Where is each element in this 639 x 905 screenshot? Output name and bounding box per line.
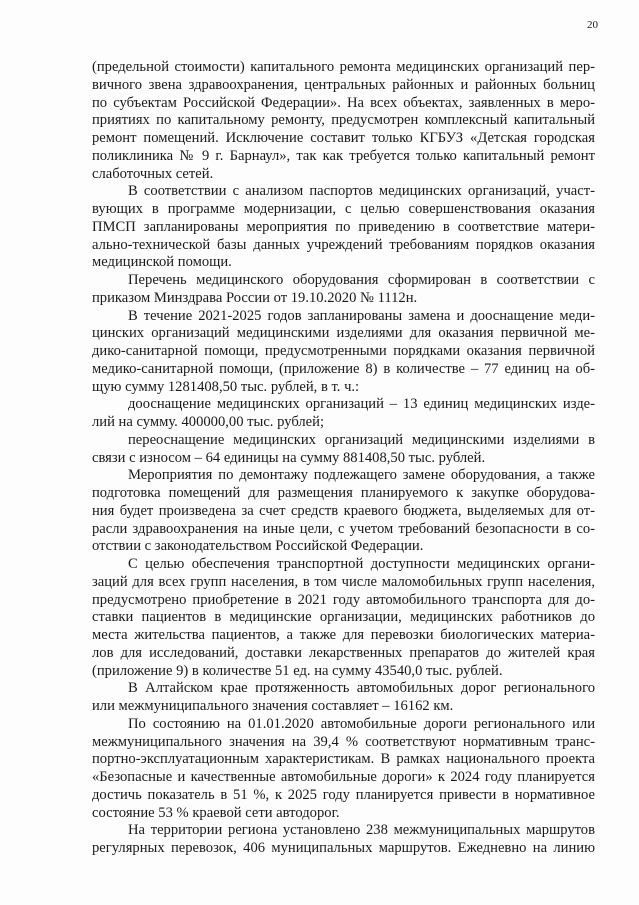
text-line: дооснащение медицинских организаций – 13 единиц медицинских изде-: [128, 396, 595, 413]
text-line: Перечень медицинского оборудования сформирован в соответствии с: [128, 272, 595, 288]
text-line: регулярных перевозок, 406 муниципальных маршрутов. Ежедневно на линию: [92, 840, 595, 856]
text-line: По состоянию на 01.01.2020 автомобильные дороги регионального или: [128, 715, 595, 732]
text-line: В течение 2021-2025 годов запланированы замена и дооснащение меди-: [128, 307, 595, 324]
text-line: поликлиника № 9 г. Барнаул», так как требуется только капитальный ремонт: [92, 147, 595, 164]
text-line: портно-эксплуатационным характеристикам. В рамках национального проекта: [92, 751, 595, 768]
text-line: В Алтайском крае протяженность автомобильных дорог регионального: [128, 680, 595, 697]
text-line: (приложение 9) в количестве 51 ед. на сумму 43540,0 тыс. рублей.: [92, 662, 503, 679]
text-line: или межмуниципального значения составляет – 16162 км.: [92, 698, 454, 714]
text-line: ния будет произведена за счет средств краевого бюджета, выделяемых для от-: [92, 502, 595, 519]
text-line: приятиях по капитальному ремонту, предусмотрен комплексный капитальный: [92, 112, 595, 129]
text-line: щую сумму 1281408,50 тыс. рублей, в т. ч.:: [92, 378, 360, 395]
text-line: достичь показатель в 51 %, к 2025 году планируется привести в нормативное: [92, 786, 595, 803]
text-line: лов для исследований, доставки лекарственных препаратов до жителей края: [92, 644, 595, 661]
text-line: цинских организаций медицинскими изделиями для оказания первичной ме-: [92, 325, 595, 342]
text-line: ально-технической базы данных учреждений требованиям порядков оказания: [92, 236, 595, 253]
text-line: Мероприятия по демонтажу подлежащего замене оборудования, а также: [128, 467, 595, 484]
text-line: места жительства пациентов, а также для перевозки биологических материа-: [92, 627, 595, 643]
page-number: 20: [587, 19, 598, 31]
text-line: На территории региона установлено 238 межмуниципальных маршрутов: [128, 822, 595, 839]
text-line: подготовка помещений для размещения планируемого к закупке оборудова-: [92, 485, 595, 501]
text-line: отствии с законодательством Российской Федерации.: [92, 538, 424, 555]
text-line: С целью обеспечения транспортной доступности медицинских органи-: [128, 556, 595, 572]
text-line: слаботочных сетей.: [92, 165, 214, 182]
text-line: расли здравоохранения на иные цели, с учетом требований безопасности в со-: [92, 520, 595, 537]
text-line: лий на сумму. 400000,00 тыс. рублей;: [92, 414, 325, 430]
text-line: (предельной стоимости) капитального ремонта медицинских организаций пер-: [92, 59, 595, 75]
text-line: «Безопасные и качественные автомобильные дороги» к 2024 году планируется: [92, 769, 595, 785]
text-line: межмуниципального значения на 39,4 % соответствуют нормативным транс-: [92, 733, 595, 750]
text-line: связи с износом – 64 единицы на сумму 881408,50 тыс. рублей.: [92, 449, 486, 466]
text-line: медицинской помощи.: [92, 254, 232, 271]
text-line: переоснащение медицинских организаций медицинскими изделиями в: [128, 431, 595, 448]
text-line: предусмотрено приобретение в 2021 году автомобильного транспорта для до-: [92, 591, 595, 608]
text-line: приказом Минздрава России от 19.10.2020 № 1112н.: [92, 289, 418, 306]
text-line: состояние 53 % краевой сети автодорог.: [92, 804, 340, 821]
text-line: по субъектам Российской Федерации». На всех объектах, заявленных в меро-: [92, 94, 595, 111]
text-line: медико-санитарной помощи, (приложение 8) в количестве – 77 единиц на об-: [92, 360, 595, 377]
text-line: ремонт помещений. Исключение составит только КГБУЗ «Детская городская: [92, 130, 595, 146]
text-line: вичного звена здравоохранения, центральных районных и районных больниц: [92, 76, 595, 93]
text-line: вующих в программе модернизации, с целью совершенствования оказания: [92, 201, 595, 217]
body-text: [92, 59, 595, 858]
text-line: ПМСП запланированы мероприятия по приведению в соответствие матери-: [92, 218, 595, 235]
text-line: дико-санитарной помощи, предусмотренными порядками оказания первичной: [92, 343, 595, 359]
text-line: В соответствии с анализом паспортов медицинских организаций, участ-: [128, 183, 595, 200]
text-line: заций для всех групп населения, в том числе маломобильных групп населения,: [92, 573, 595, 590]
text-line: ставки пациентов в медицинские организации, медицинских работников до: [92, 609, 595, 626]
